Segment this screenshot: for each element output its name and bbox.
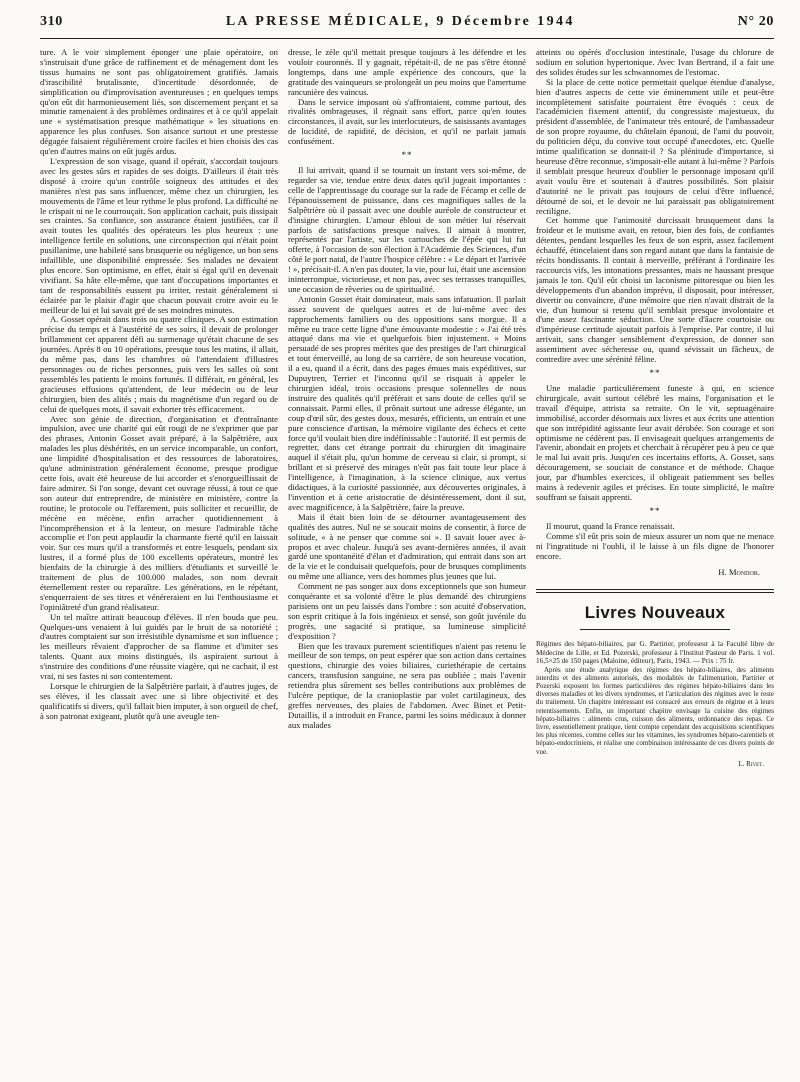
- paragraph: dresse, le zèle qu'il mettait presque toujours à les défendre et les vouloir couronnés. Il y gagnait, répétait-il, de ne pas s'être étonné longtemps, dans une ample expérience des concours, que la gratitude des vainqueurs se prolongeât un peu moins que l'amertume rancunière des vaincus.: [288, 48, 526, 97]
- paragraph: Cet homme que l'animosité durcissait brusquement dans la froideur et le mutisme avait, en retour, bien des fois, de confiantes détentes, pendant lesquelles les feux de son esprit, assez facilement échauffé, étincelaient dans son regard autant que dans la fantaisie de récits bondissants. Il contait à merveille, préférant à l'ordinaire les raccourcis vifs, les intonations pressantes, mais ne haussant presque jamais le ton. Qu'il eût choisi un laconisme pittoresque ou bien les développements d'un abandon imprévu, il disposait, pour intéresser, divertir ou convaincre, d'une mémoire que rien n'avait distrait de la vie, d'un humour si retenu qu'il semblait presque involontaire et d'une assez fascinante séduction. Une sorte d'âacre courtoisie ou d'impérieuse certitude ajoutait parfois à l'emprise. Par contre, il lui arrivait, sans changer sensiblement d'expression, de donner son assentiment avec sécheresse ou, quand sévissait un fâcheux, de contredire avec une sérénité féline.: [536, 215, 774, 365]
- section-separator: **: [401, 150, 413, 161]
- paragraph: Il mourut, quand la France renaissait.: [546, 520, 675, 531]
- paragraph: Bien que les travaux purement scientifiques n'aient pas retenu le meilleur de son temps, on peut espérer que son action dans certaines questions, chirurgie des voies biliaires, curiethérapie de certains cancers, transfusion sanguine, ne sera pas oubliée ; mais l'avenir retiendra plus sûrement ses belles contributions aux problèmes de l'ulcère peptique, de la cranioplastie par volet cartilagineux, des greffes nerveuses, des plaies de l'abdomen. Avec Binet et Petit-Dutaillis, il a introduit en France, parmi les soins médicaux à donner aux malades: [288, 640, 526, 730]
- header-rule: [40, 38, 774, 39]
- paragraph: Il lui arrivait, quand il se tournait un instant vers soi-même, de regarder sa vie, tendue entre deux dates qu'il jugeait importantes : celle de l'apprentissage du courage sur la rade de Fécamp et celle de l'épanouissement de puissance, dans ces magnifiques salles de la Salpêtrière où il passait avec une double auréole de constructeur et d'insigne chirurgien. L'amour ébloui de son métier lui réservait parfois de satisfactions presque naïves. Il aimait à montrer, représentés par l'artiste, sur les cartouches de l'épée qui lui fut offerte, à l'occasion de son élection à l'Académie des Sciences, d'un côté le port natal, de l'autre l'hospice célèbre : « Le départ et l'arrivée ! », précisait-il. A n'en pas douter, la vie, pour lui, était une ascension ininterrompue, victorieuse, et non pas, avec ses terrasses tranquilles, une occasion de rêveries ou de spiritualité.: [288, 165, 526, 294]
- column-3: [536, 48, 774, 1078]
- paragraph: Dans le service imposant où s'affrontaient, comme partout, des rivalités ombrageuses, il régnait sans effort, parce qu'en toutes circonstances, il avait, sur les interlocuteurs, de saisissants avantages de lucidité, de rapidité, de décision, et qu'il ne parlait jamais confusément.: [288, 96, 526, 147]
- paragraph: Mais il était bien loin de se détourner avantageusement des qualités des autres. Nul ne se soucait moins de consentir, à force de solitude, « à ne penser que comme soi ». Il savait louer avec à-propos et avec chaleur. Jusqu'à ses avant-dernières années, il avait gardé une spontanéité d'élan et d'admiration, qui entrait dans son art de la vie et le conduisait quelquefois, pour de brusques compliments ou même une alliance, vers des hommes plus jeunes que lui.: [288, 511, 526, 582]
- article-signature: H. Mondor.: [718, 566, 760, 577]
- paragraph: L'expression de son visage, quand il opérait, s'accordait toujours avec les gestes sûrs et rapides de ses doigts. D'ailleurs il était très disposé à croire qu'un contrôle soigneux des attitudes et des manières n'est pas sans influencer, même chez un chirurgien, les mouvements de l'âme et leur rythme le plus profond. La difficulté ne le crispait ni ne le courrouçait. Son application cachait, puis dissipait ses craintes. Sa confiance, son assurance étaient justifiées, car il avait toutes les qualités des opérateurs les plus heureux : une intelligence fertile en solutions, une circonspection qui n'était point pusillanime, une habileté sans brusquerie ou négligence, un bon sens infaillible, une disponibilité empressée. Ses malades ne devaient plus encore. Son optimisme, en effet, était si égal qu'il en devenait vivifiant. Sa hâte elle-même, que tant d'occupations importantes et tant de responsabilités eussent pu irriter, restait généralement si éclairée par le plaisir d'agir que chacun pouvait croire avoir eu le meilleur de lui et lui savait gré de ses moindres minutes.: [40, 155, 278, 315]
- book-review: [536, 640, 774, 768]
- book-reference: Régimes des hépato-biliaires, par G. Partirier, professeur à la Faculté libre de Médecine de Lille, et Ed. Pozerski, professeur à l'Institut Pasteur de Paris. 1 vol. 16,5×25 de 150 pages (Maloine, éditeur), Paris, 1943. — Prix : 75 fr.: [536, 640, 774, 666]
- column-1: [40, 48, 278, 1078]
- title-underline: [580, 629, 730, 630]
- paragraph: Comment ne pas songer aux dons exceptionnels que son humeur conquérante et sa volonté d'être le plus demandé des chirurgiens parisiens ont un peu laissés dans l'ombre : son acuité d'observation, son esprit critique à la fois ingénieux et sensé, son goût juvénile du progrès, une sagacité si pratique, sa lumineuse simplicité d'exposition ?: [288, 581, 526, 641]
- paragraph: A. Gosset opérait dans trois ou quatre cliniques. A son estimation précise du temps et à l'austérité de ses soirs, il devait de prolonger brillamment cet apparent défi au surmenage qu'était chacune de ses journées. Après 8 ou 10 opérations, presque tous les matins, il allait, du même pas, dans les chambres où l'attendaient d'illustres personnages ou de riches personnes, puis vers les salles où sont rassemblés les patients le moins fortunés. Il différait, en général, les gracieuses effusions qu'attendent, de leur médecin ou de leur chirurgien, bien des alités ; mais du magnétisme d'un regard ou de celui de quelques mots, il savait exhorter très efficacement.: [40, 314, 278, 414]
- paragraph: Avec son génie de direction, d'organisation et d'entraînante impulsion, avec une charité qui eût rougi de ne s'exprimer que par des phrases, Antonin Gosset avait préparé, à la Salpêtrière, aux malades les plus déshérités, en un service incomparable, un confort, une limpidité d'hospitalisation et des ressources de laboratoires, qu'une administration généralement économe, presque prodigue cette fois, avait été heureuse de lui accorder et s'enorgueillissait de faire admirer. Si l'on songe, devant cet ouvrage réussi, à tout ce que son auteur dut entreprendre, de ministère en ministère, contre la routine, le protocole ou l'effarement, puis solliciter et recueillir, de mécène en mécène, enfin arracher quotidiennement à l'incompréhension et à la lenteur, on mesure l'admirable tâche accomplie et l'on peut applaudir la charmante fierté qu'il en laissait voir. Sur ces murs qu'il a transformés et entre lesquels, pendant six lustres, il a formé plus de 100 excellents opérateurs, montré les bienfaits de la chirurgie à des milliers d'étudiants et surveillé le traitement de plus de 100.000 malades, son nom devrait éternellement rester ou reparaître. Les générations, en le répétant, s'enquerraient de ses titres et vénéreraient en lui l'enthousiasme et l'opiniâtreté d'un grand réalisateur.: [40, 413, 278, 612]
- paragraph: Si la place de cette notice permettait quelque étendue d'analyse, bien d'autres aspects de cette vie éminemment utile et peut-être incomplètement satisfaite pourraient être évoqués : ceux de l'académicien fixement attentif, du congressiste majestueux, du président d'assemblée, de l'animateur très entouré, de l'ambassadeur de son propre royaume, du châtelain épanoui, de l'ami du pouvoir, du politicien déçu, du convive tout occupé d'anecdotes, etc. Quelle intime qualification se donnait-il ? Sa plénitude d'importance, si heureuse d'être reconnue, s'imposait-elle autant à lui-même ? Parfois il semblait presque heureux d'oublier le personnage imposant qu'il avait voulu être et soutenait à d'autres possibilités. Son plaisir d'autorité ne le privait pas toujours de celui d'être influencé, détourné de soi, et le devoir ne lui paraissait pas obligatoirement rectiligne.: [536, 76, 774, 216]
- paragraph: Lorsque le chirurgien de la Salpêtrière parlait, à d'autres juges, de ses élèves, il les classait avec une si libre objectivité et des qualificatifs si divers, qu'il fallait bien imputer, à son orgueil de chef, à son patronat exigeant, plutôt qu'à une aveugle ten-: [40, 681, 278, 721]
- paragraph: Antonin Gosset était dominateur, mais sans infatuation. Il parlait assez souvent de quelques autres et de lui-même avec des rapprochements familiers ou des oppositions sans morgue. Il a même eu trace cette ligne d'une émouvante modestie : « J'ai été très attaqué dans ma vie et quelquefois bien injustement. » Moins persuadé de ses propres mérites que des prestiges de l'art chirurgical et tout émerveillé, au long de sa carrière, de son heureuse vocation, il a eu, quand il a écrit, dans des pages émues mais expéditives, sur Dupuytren, Terrier et l'inconnu qu'il se risquait à appeler le chirurgien idéal, trois occasions presque solennelles de nous instruire des qualités qu'il préférait et sans doute de celles qu'il se connaissait. Parmi elles, il prônait surtout une adresse élégante, un coup d'œil sûr, des gestes doux, mesurés, efficients, un entrain et une pure conscience d'artisan, la mémoire vigilante des échecs et cette force qu'il voulait bien dire indéfinissable : l'autorité. Il est permis de regretter, dans cet étrange portrait du chirurgien dit imaginaire auquel il s'était plu, qu'un homme de cerveau si clair, si prompt, si brillant et si préservé des mirages n'eût pas fait toute leur place à l'intelligence, à l'imagination, à la science clinique, aux vertus didactiques, à la curiosité passionnée, aux découvertes originales, à l'invention et à cette aristocratie de désintéressement, dont il sut, avec magnificence, à la Salpêtrière, faire la preuve.: [288, 293, 526, 512]
- paragraph: Un tel maître attirait beaucoup d'élèves. Il n'en bouda que peu. Quelques-uns venaient à lui guidés par le bruit de sa notoriété ; d'autres comptaient sur son irrésistible dynamisme et son influence ; les meilleurs rêvaient d'approcher de sa flamme et d'imiter ses talents. Quant aux moins distingués, ils aspiraient surtout à s'instruire des conditions d'une réussite viagère, qui ne cachait, il est vrai, ni ses fastes ni son contentement.: [40, 611, 278, 682]
- review-author: L. Rivet.: [738, 759, 764, 768]
- books-section-title: Livres Nouveaux: [584, 603, 726, 623]
- masthead: [40, 14, 774, 36]
- column-2: [288, 48, 526, 1078]
- section-separator: **: [649, 368, 661, 378]
- section-separator: **: [649, 505, 661, 516]
- journal-title: LA PRESSE MÉDICALE, 9 Décembre 1944: [225, 14, 575, 29]
- paragraph: Comme s'il eût pris soin de mieux assurer un nom que ne menace ni l'ingratitude ni l'oubli, il le laisse à un fils digne de l'honorer encore.: [536, 530, 774, 561]
- page-number: 310: [40, 14, 63, 29]
- article-columns: [40, 48, 774, 1078]
- issue-number: N° 20: [737, 14, 774, 29]
- paragraph: atteints ou opérés d'occlusion intestinale, l'usage du chlorure de sodium en solution hypertonique. Avec Ivan Bertrand, il a fait une des solides études sur les schwannomes de l'estomac.: [536, 48, 774, 77]
- paragraph: Une maladie particulièrement funeste à qui, en science chirurgicale, avait surtout célébré les mains, l'organisation et le travail d'équipe, attrista sa retraite. On le vit, septuagénaire immobilisé, accorder désormais aux livres et aux écrits une attention que son intrépidité agissante leur avait dérobée. Son courage et son optimisme ne cédèrent pas. Il envisageait quelques arrangements de l'avenir, abondait en projets et cherchait à récupérer peu à peu ce que le mal lui avait pris. Jusqu'en ces incertains efforts, A. Gosset, sans découragement, se souciait de constance et de méthode. Chaque jour, par d'humbles exercices, il obligeait patiemment ses belles mains à redevenir agiles et précises. En toute simplicité, le maître souffrant se faisait apprenti.: [536, 383, 774, 502]
- section-divider: [536, 589, 774, 593]
- paragraph: ture. A le voir simplement éponger une plaie opératoire, on s'instruisait d'une grâce de raffinement et de ménagement dont les tissus humains ne sont pas obligatoirement gratifiés. Jamais d'irascibilité brutalisante, d'incertitude désordonnée, de simplification ou d'improvisation aventureuses ; en quelques temps qu'on eût dit harmonieusement liés, son discernement perçant et sa minutie ramenaient à des problèmes ordinaires et à ce qu'il appelait une « systématisation presque mathématique » les situations en apparence les plus confuses. Son aisance surtout et une prestesse dégagée faisaient régulièrement croire faciles et bien choisis des cas qu'en d'autres mains on eût jugés ardus.: [40, 48, 278, 157]
- book-summary: Après une étude analytique des régimes des hépato-biliaires, des aliments interdits et des aliments autorisés, des modalités de l'alimentation, Partirier et Pozerski exposent les formes particulières des régimes hépato-biliaires dans les diverses maladies et les divers syndromes, et l'articulation des régimes avec le reste du traitement. Un chapitre intéressant est consacré aux erreurs de régime et à leurs retentissements. Enfin, un important chapitre envisage la cuisine des régimes hépato-biliaires : aliments crus, cuisson des aliments, ordonnance des repas. Ce livre, essentiellement pratique, tient compte cependant des acquisitions scientifiques les plus récentes, comme celles sur les vitamines, les syndromes hépato-carentiels et hépato-endocriniens, et réalise une combinaison intéressante de ces divers points de vue.: [536, 665, 774, 756]
